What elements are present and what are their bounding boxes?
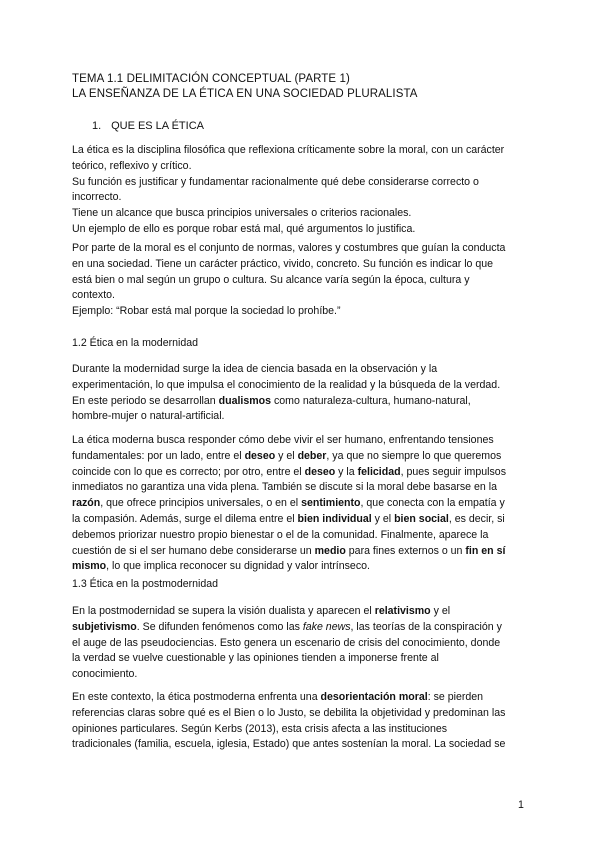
text-run: y la	[335, 465, 358, 478]
document-title-block	[72, 72, 418, 102]
paragraph-modernidad	[72, 362, 532, 425]
paragraph-postmodernidad	[72, 604, 532, 683]
text-line	[72, 449, 532, 465]
bold-term: medio	[314, 544, 346, 557]
section-heading-postmodernidad: 1.3 Ética en la postmodernidad	[72, 578, 219, 590]
text-line: conocimiento.	[72, 668, 138, 681]
text-run: , que conecta con la empatía y	[360, 497, 505, 510]
text-run: y el	[275, 449, 298, 462]
bold-term: deseo	[244, 449, 276, 462]
bold-term: bien individual	[297, 512, 372, 525]
text-line	[72, 559, 532, 575]
document-subtitle: LA ENSEÑANZA DE LA ÉTICA EN UNA SOCIEDAD PLURALISTA	[72, 88, 418, 100]
list-heading-label: QUE ES LA ÉTICA	[111, 120, 204, 132]
bold-term: dualismos	[218, 394, 272, 407]
text-line: en una sociedad. Tiene un carácter práctico, vivido, concreto. Su función es indicar lo que	[72, 257, 494, 270]
numbered-heading	[92, 119, 204, 133]
text-line	[72, 544, 532, 560]
text-line	[72, 620, 532, 636]
text-line: Ejemplo: “Robar está mal porque la sociedad lo prohíbe.”	[72, 305, 341, 318]
text-run: En este contexto, la ética postmoderna enfrenta una	[72, 691, 321, 703]
document-title: TEMA 1.1 DELIMITACIÓN CONCEPTUAL (PARTE 1)	[72, 73, 350, 85]
bold-term: deseo	[304, 465, 336, 478]
paragraph-etica	[72, 143, 532, 238]
text-line: opiniones particulares. Según Kerbs (2013), esta crisis afecta a las instituciones	[72, 722, 448, 735]
text-line: la verdad se vuelve cuestionable y las opiniones tienden a imponerse frente al	[72, 652, 439, 665]
text-run: : se pierden	[427, 691, 484, 703]
text-line	[72, 512, 532, 528]
bold-term: deber	[297, 449, 327, 462]
list-number: 1.	[92, 120, 102, 132]
text-line: Durante la modernidad surge la idea de ciencia basada en la observación y la	[72, 363, 438, 375]
bold-term: mismo	[72, 560, 107, 573]
text-run: , que ofrece principios universales, o en el	[100, 497, 302, 510]
text-line: está bien o mal según un grupo o cultura. Su alcance varía según la época, cultura y	[72, 273, 470, 286]
text-run: la compasión. Además, surge el dilema entre el	[72, 512, 298, 525]
bold-term: desorientación moral	[320, 691, 428, 703]
bold-term: relativismo	[374, 605, 431, 617]
text-line	[72, 604, 532, 620]
text-line: La ética moderna busca responder cómo debe vivir el ser humano, enfrentando tensiones	[72, 434, 494, 446]
bold-term: subjetivismo	[72, 620, 137, 633]
text-line: experimentación, lo que impulsa el conocimiento de la realidad y la búsqueda de la verdad.	[72, 378, 501, 391]
text-line	[72, 465, 532, 481]
bold-term: sentimiento	[301, 497, 361, 510]
italic-term: fake news	[302, 620, 351, 633]
text-run: , las teorías de la conspiración y	[350, 620, 502, 633]
text-line: debemos priorizar nuestro propio bienestar o el de la comunidad. Finalmente, aparece la	[72, 528, 489, 541]
text-line	[72, 690, 532, 706]
text-run: coincide con lo que es correcto; por otro, entre el	[72, 465, 305, 478]
text-run: En la postmodernidad se supera la visión dualista y aparecen el	[72, 605, 375, 617]
text-line: Su función es justificar y fundamentar racionalmente qué debe considerarse correcto o	[72, 175, 479, 188]
bold-term: razón	[72, 497, 101, 510]
text-line	[72, 496, 532, 512]
text-line: incorrecto.	[72, 191, 122, 204]
text-line: tradicionales (familia, escuela, iglesia, Estado) que antes sostenían la moral. La sociedad se	[72, 738, 506, 751]
paragraph-etica-moderna	[72, 433, 532, 575]
section-heading-modernidad: 1.2 Ética en la modernidad	[72, 337, 199, 349]
text-run: , es decir, si	[448, 512, 505, 525]
text-line: La ética es la disciplina filosófica que reflexiona críticamente sobre la moral, con un carácter	[72, 144, 505, 156]
text-line: hombre-mujer o natural-artificial.	[72, 410, 225, 423]
page-number: 1	[518, 799, 524, 811]
text-line: Por parte de la moral es el conjunto de normas, valores y costumbres que guían la conducta	[72, 242, 506, 254]
text-run: , ya que no siempre lo que queremos	[326, 449, 502, 462]
text-line: teórico, reflexivo y crítico.	[72, 159, 192, 172]
text-run: En este periodo se desarrollan	[72, 394, 219, 407]
text-run: y el	[430, 605, 451, 617]
text-line: Tiene un alcance que busca principios universales o criterios racionales.	[72, 207, 412, 220]
text-line: inmediatos no garantiza una vida plena. También se discute si la moral debe basarse en la	[72, 481, 497, 494]
text-run: . Se difunden fenómenos como las	[136, 620, 303, 633]
text-line: contexto.	[72, 289, 115, 302]
text-line: Un ejemplo de ello es porque robar está mal, qué argumentos lo justifica.	[72, 222, 416, 235]
text-run: como naturaleza-cultura, humano-natural,	[271, 394, 471, 407]
bold-term: bien social	[394, 512, 449, 525]
text-run: fundamentales: por un lado, entre el	[72, 449, 245, 462]
text-line: referencias claras sobre qué es el Bien o lo Justo, se debilita la objetividad y predominan las	[72, 706, 506, 719]
bold-term: felicidad	[357, 465, 401, 478]
paragraph-contexto	[72, 690, 532, 753]
paragraph-moral	[72, 241, 532, 320]
text-run: cuestión de si el ser humano debe considerarse un	[72, 544, 315, 557]
text-line: el auge de las pseudociencias. Esto genera un escenario de crisis del conocimiento, donde	[72, 636, 501, 649]
text-line	[72, 394, 532, 410]
text-run: para fines externos o un	[345, 544, 466, 557]
text-run: , lo que implica reconocer su dignidad y valor intrínseco.	[106, 560, 370, 573]
text-run: y el	[371, 512, 395, 525]
bold-term: fin en sí	[465, 544, 506, 557]
text-run: , pues seguir impulsos	[400, 465, 506, 478]
